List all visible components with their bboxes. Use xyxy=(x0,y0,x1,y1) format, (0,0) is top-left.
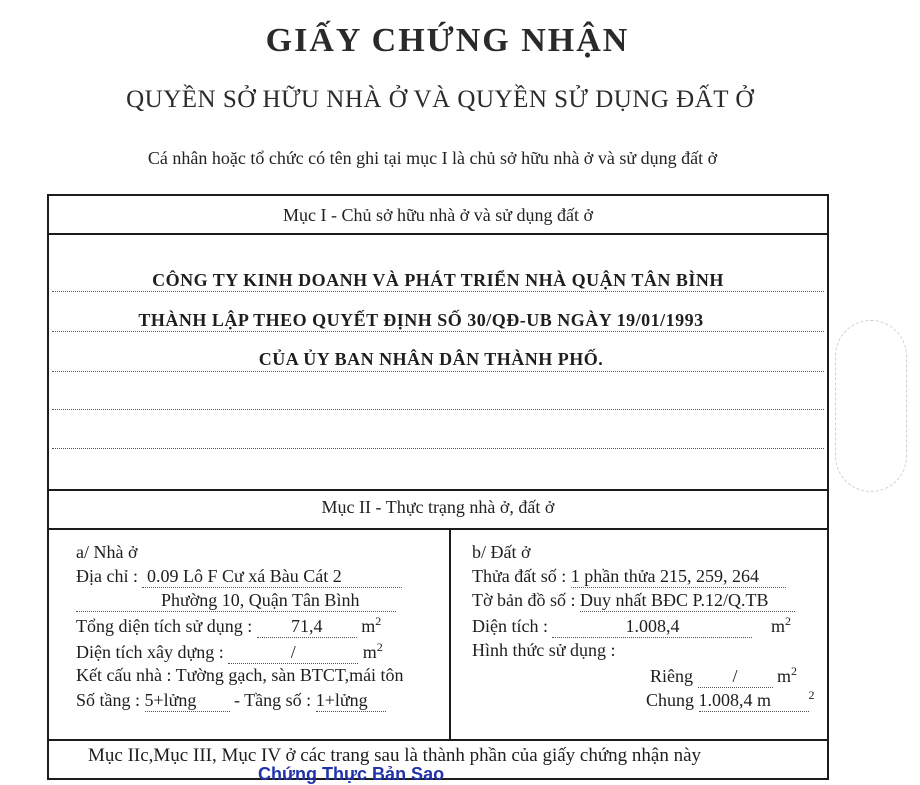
house-label: a/ Nhà ở xyxy=(76,542,138,562)
private-unit-sup: 2 xyxy=(791,664,798,678)
total-area-label: Tổng diện tích sử dụng : xyxy=(76,616,253,636)
map-value: Duy nhất BĐC P.12/Q.TB xyxy=(580,590,769,610)
column-divider xyxy=(449,528,451,739)
dotted-line xyxy=(52,448,824,449)
floors-row xyxy=(76,690,386,712)
floor-no-label: - Tầng số : xyxy=(234,690,312,710)
private-label: Riêng xyxy=(650,666,693,686)
section2-heading: Mục II - Thực trạng nhà ở, đất ở xyxy=(321,497,555,517)
certification-stamp: Chứng Thực Bản Sao xyxy=(258,764,445,784)
shared-value: 1.008,4 m xyxy=(698,690,772,710)
section1-heading-rule xyxy=(47,233,829,235)
build-area-label: Diện tích xây dựng : xyxy=(76,642,224,662)
floors-value: 5+lửng xyxy=(144,690,197,710)
build-area-row xyxy=(76,640,383,664)
owner-line-1: CÔNG TY KINH DOANH VÀ PHÁT TRIỂN NHÀ QUẬN TÂN BÌNH xyxy=(152,270,724,290)
private-row xyxy=(650,664,797,688)
parcel-row xyxy=(472,566,786,588)
total-area-row xyxy=(76,614,381,638)
dotted-line xyxy=(52,291,824,292)
shared-unit-sup: 2 xyxy=(808,688,815,702)
dotted-line xyxy=(52,331,824,332)
map-label: Tờ bản đồ số : xyxy=(472,590,576,610)
structure-row xyxy=(76,665,404,686)
section2-top-rule xyxy=(47,489,829,491)
structure-label: Kết cấu nhà : xyxy=(76,665,172,685)
house-address-row-2 xyxy=(76,590,396,612)
parcel-value: 1 phần thửa 215, 259, 264 xyxy=(570,566,759,586)
footer-note: Mục IIc,Mục III, Mục IV ở các trang sau là thành phần của giấy chứng nhận này xyxy=(88,745,702,766)
floors-label: Số tầng : xyxy=(76,690,141,710)
shared-row xyxy=(646,688,815,712)
house-address-row xyxy=(76,566,402,588)
land-area-row xyxy=(472,614,791,638)
document-title: GIẤY CHỨNG NHẬN xyxy=(265,22,630,59)
dotted-line xyxy=(52,371,824,372)
private-unit: m xyxy=(777,666,792,686)
land-area-value: 1.008,4 xyxy=(625,616,680,636)
land-area-unit: m xyxy=(770,616,785,636)
total-area-unit-sup: 2 xyxy=(375,614,382,628)
floor-no-value: 1+lửng xyxy=(315,690,368,710)
land-area-label: Diện tích : xyxy=(472,616,548,636)
total-area-value: 71,4 xyxy=(291,616,323,636)
shared-label: Chung xyxy=(646,690,695,710)
total-area-unit: m xyxy=(361,616,376,636)
structure-value: Tường gạch, sàn BTCT,mái tôn xyxy=(175,665,404,685)
address-label: Địa chỉ : xyxy=(76,566,138,586)
table-bottom-rule xyxy=(47,739,829,741)
section2-heading-rule xyxy=(47,528,829,530)
land-label: b/ Đất ở xyxy=(472,542,531,562)
build-area-unit-sup: 2 xyxy=(376,640,383,654)
land-area-unit-sup: 2 xyxy=(785,614,791,628)
address-value: 0.09 Lô F Cư xá Bàu Cát 2 xyxy=(146,566,342,586)
section1-heading: Mục I - Chủ sở hữu nhà ở và sử dụng đất ở xyxy=(282,205,594,225)
scan-artifact xyxy=(835,320,907,492)
usage-label: Hình thức sử dụng : xyxy=(472,640,616,660)
dotted-line xyxy=(52,409,824,410)
intro-text: Cá nhân hoặc tổ chức có tên ghi tại mục I là chủ sở hữu nhà ở và sử dụng đất ở xyxy=(147,148,718,168)
owner-line-2: THÀNH LẬP THEO QUYẾT ĐỊNH SỐ 30/QĐ-UB NGÀY 19/01/1993 xyxy=(138,310,704,330)
parcel-label: Thửa đất số : xyxy=(472,566,567,586)
map-row xyxy=(472,590,795,612)
private-value: / xyxy=(732,666,738,686)
owner-line-3: CỦA ỦY BAN NHÂN DÂN THÀNH PHỐ. xyxy=(258,349,604,369)
build-area-unit: m xyxy=(362,642,377,662)
document-subtitle: QUYỀN SỞ HỮU NHÀ Ở VÀ QUYỀN SỬ DỤNG ĐẤT Ở xyxy=(126,86,754,113)
build-area-value: / xyxy=(290,642,296,662)
address-line2: Phường 10, Quận Tân Bình xyxy=(161,590,360,610)
